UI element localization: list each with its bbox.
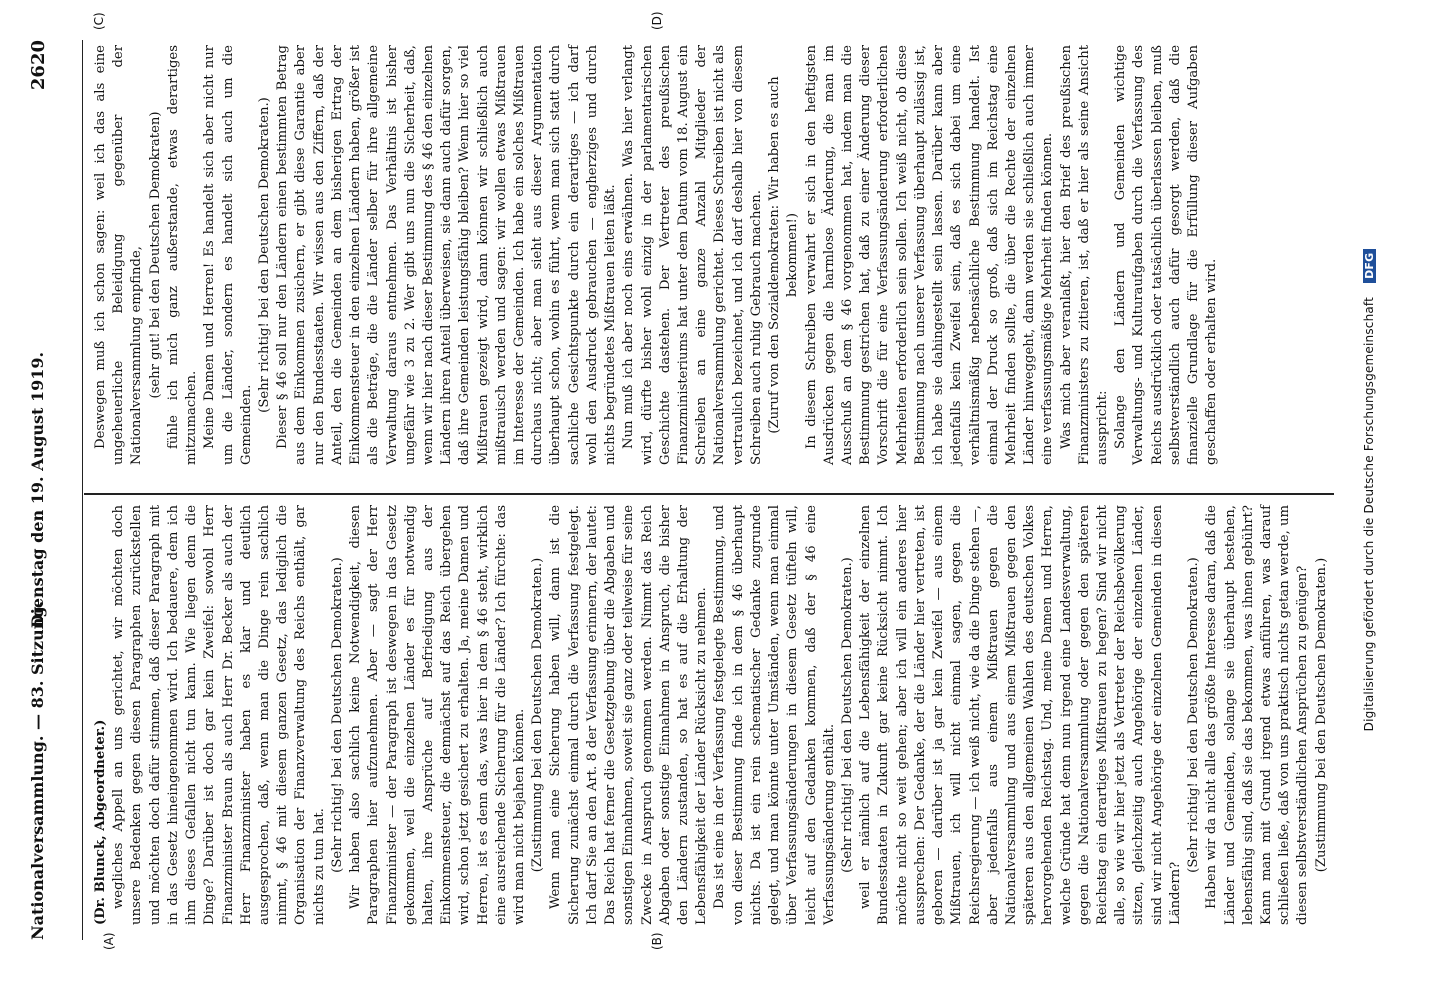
paragraph: wegliches Appell an uns gerichtet, wir möchten doch unsere Bedenken gegen diesen Paragraphen zurückstellen und möchten doch dafür stimmen, daß dieser Paragraph mit in das Gesetz hineingenommen wird. Ich bedauere, dem ich ihm dieses Gefallen nicht tun kann. Wie liegen denn die Dinge? Darüber ist doch gar kein Zweifel: sowohl Herr Finanzminister Braun als auch Herr Dr. Becker als auch der Herr Finanzminister haben es klar und deutlich ausgesprochen, daß, wenn man die Dinge rein sachlich nimmt, § 46 mit diesem ganzen Gesetz, das lediglich die Organisation der Finanzverwaltung des Reichs enthält, gar nichts zu tun hat.	[111, 505, 327, 925]
paragraph: Nun muß ich aber noch eins erwähnen. Was hier verlangt wird, dürfte bisher wohl einzig in der parlamentarischen Geschichte dastehen. Der Vertreter des preußischen Finanzministeriums hat unter dem Datum vom 18. August ein Schreiben an eine ganze Anzahl Mitglieder der Nationalversammlung gerichtet. Dieses Schreiben ist nicht als vertraulich bezeichnet, und ich darf deshalb hier von diesem Schreiben auch ruhig Gebrauch machen.	[621, 45, 764, 465]
paragraph: Was mich aber veranlaßt, hier den Brief des preußischen Finanzministers zu zitieren, ist, daß er hier als seine Ansicht ausspricht:	[1058, 45, 1111, 465]
paragraph: Haben wir da nicht alle das größte Interesse daran, daß die Länder und Gemeinden, solange sie überhaupt bestehen, lebensfähig sind, daß sie das bekommen, was ihnen gebührt? Kann man mit Grund irgend etwas anführen, was darauf schließen ließe, daß von uns praktisch nichts getan werde, um diesen selbstverständlichen Ansprüchen zu genügen?	[1204, 505, 1311, 925]
interjection: (Sehr richtig! bei den Deutschen Demokraten.)	[1186, 557, 1202, 873]
margin-marker-d: (D)	[650, 11, 664, 30]
column-divider	[84, 494, 1334, 496]
paragraph: weil er nämlich auf die Lebensfähigkeit der einzelnen Bundesstaaten in Zukunft gar keine Rücksicht nimmt. Ich möchte nicht so weit gehen; aber ich will ein anderes hier aussprechen: Der Gedanke, der die Länder hier vertreten, ist geboren — darüber ist ja gar kein Zweifel — aus einem Mißtrauen, ich will nicht einmal sagen, gegen die Reichsregierung — ich weiß nicht, wie da die Dinge stehen —, aber jedenfalls aus einem Mißtrauen gegen die Nationalversammlung und aus einem Mißtrauen gegen den späteren aus den allgemeinen Wahlen des deutschen Volkes hervorgehenden Reichstag. Und, meine Damen und Herren, welche Gründe hat denn nun irgend eine Landesverwaltung, gegen die Nationalversammlung oder gegen den späteren Reichstag ein derartiges Mißtrauen zu hegen? Sind wir nicht alle, so wie wir hier jetzt als Vertreter der Reichsbevölkerung sitzen, gleichzeitig auch Angehörige der einzelnen Länder, sind wir nicht Angehörige der einzelnen Gemeinden in diesen Ländern?	[858, 505, 1183, 925]
margin-marker-b: (B)	[650, 932, 664, 950]
page-number: 2620	[28, 40, 49, 91]
interjection: (Zustimmung bei den Deutschen Demokraten.)	[1313, 557, 1329, 873]
right-column	[92, 45, 1222, 465]
paragraph: Deswegen muß ich schon sagen: weil ich das als eine ungeheuerliche Beleidigung gegenüber der Nationalversammlung empfinde,	[93, 45, 145, 465]
paragraph: Meine Damen und Herren! Es handelt sich aber nicht nur um die Länder, sondern es handelt sich auch um die Gemeinden.	[202, 45, 254, 465]
paragraph: Solange den Ländern und Gemeinden wichtige Verwaltungs- und Kulturaufgaben durch die Verfassung des Reichs ausdrücklich oder tatsächlich überlassen bleiben, muß selbstverständlich auch dafür gesorgt werden, daß die finanzielle Grundlage für die Erfüllung dieser Aufgaben geschaffen oder erhalten wird.	[1113, 45, 1220, 465]
margin-marker-a: (A)	[102, 932, 116, 950]
header-date: Dienstag den 19. August 1919.	[28, 351, 47, 629]
paragraph: Wir haben also sachlich keine Notwendigkeit, diesen Paragraphen hier aufzunehmen. Aber — sagt der Herr Finanzminister — der Paragraph ist deswegen in das Gesetz gekommen, weil die einzelnen Länder es für notwendig halten, ihre Ansprüche auf Befriedigung aus der Einkommensteuer, die demnächst auf das Reich übergehen wird, schon jetzt gesichert zu erhalten. Ja, meine Damen und Herren, ist es denn das, was hier in dem § 46 steht, wirklich eine ausreichende Sicherung für die Länder? Ich fürchte: das wird man nicht bejahen können.	[348, 505, 528, 925]
left-column	[92, 505, 1331, 925]
paragraph: In diesem Schreiben verwahrt er sich in den heftigsten Ausdrücken gegen die harmlose Änderung, die man im Ausschuß an dem § 46 vorgenommen hat, indem man die Bestimmung gestrichen hat, daß zu einer Änderung dieser Vorschrift die für eine Verfassungsänderung erforderlichen Mehrheiten erforderlich sein sollen. Ich weiß nicht, ob diese Bestimmung nach unserer Verfassung überhaupt zulässig ist, ich habe sie dahingestellt sein lassen. Darüber kann aber jedenfalls kein Zweifel sein, daß es sich dabei um eine verhältnismäßig nebensächliche Bestimmung handelt. Ist einmal der Druck so groß, daß sich im Reichstag eine Mehrheit finden sollte, die über die Rechte der einzelnen Länder hinweggeht, dann werden sie schließlich auch immer eine verfassungsmäßige Mehrheit finden können.	[803, 45, 1056, 465]
interjection: (sehr gut! bei den Deutschen Demokraten)	[147, 111, 163, 399]
paragraph: Dieser § 46 soll nur den Ländern einen bestimmten Betrag aus dem Einkommen zusichern, er gibt diese Garantie aber nur den Bundesstaaten. Wir wissen aus den Ziffern, daß der Anteil, den die Gemeinden an dem bisherigen Ertrag der Einkommensteuer in den einzelnen Ländern haben, größer ist als die Beträge, die die Länder selber für ihre allgemeine Verwaltung daraus entnehmen. Das Verhältnis ist bisher ungefähr wie 3 zu 2. Wer gibt uns nun die Sicherheit, daß, wenn wir hier nach dieser Bestimmung des § 46 den einzelnen Ländern ihren Anteil überweisen, sie dann auch dafür sorgen, daß ihre Gemeinden leistungsfähig bleiben? Wenn hier so viel Mißtrauen gezeigt wird, dann können wir schließlich auch mißtrauisch werden und sagen: wir wollen etwas Mißtrauen im Interesse der Gemeinden. Ich habe ein solches Mißtrauen durchaus nicht; aber man sieht aus dieser Argumentation überhaupt schon, wohin es führt, wenn man sich statt durch sachliche Gesichtspunkte durch ein derartiges — ich darf wohl den Ausdruck gebrauchen — engherziges und durch nichts begründetes Mißtrauen leiten läßt.	[275, 45, 619, 465]
speaker-line: (Dr. Blunck, Abgeordneter.)	[93, 719, 108, 925]
interjection: (Sehr richtig! bei den Deutschen Demokraten.)	[329, 557, 345, 873]
paragraph: fühle ich mich ganz außerstande, etwas derartiges mitzumachen.	[165, 45, 200, 465]
interjection: (Zustimmung bei den Deutschen Demokraten.)	[530, 557, 546, 873]
margin-marker-c: (C)	[92, 12, 106, 30]
digitization-footer	[1362, 40, 1376, 940]
header-left: Nationalversammlung. — 83. Sitzung.	[28, 600, 47, 940]
footer-text: Digitalisierung gefördert durch die Deutsche Forschungsgemeinschaft	[1362, 296, 1376, 732]
interjection: (Zuruf von den Sozialdemokraten: Wir haben es auch bekommen!)	[767, 76, 801, 434]
paragraph: Wenn man eine Sicherung haben will, dann ist die Sicherung zunächst einmal durch die Verfassung festgelegt. Ich darf Sie an den Art. 8 der Verfassung erinnern, der lautet: Das Reich hat ferner die Gesetzgebung über die Abgaben und sonstigen Einnahmen, soweit sie ganz oder teilweise für seine Zwecke in Anspruch genommen werden. Nimmt das Reich Abgaben oder sonstige Einnahmen in Anspruch, die bisher den Ländern zustanden, so hat es auf die Erhaltung der Lebensfähigkeit der Länder Rücksicht zu nehmen.	[548, 505, 710, 925]
interjection: (Sehr richtig! bei den Deutschen Demokraten.)	[256, 97, 272, 413]
interjection: (Sehr richtig! bei den Deutschen Demokraten.)	[839, 557, 855, 873]
header-rule	[82, 40, 83, 940]
paragraph: Das ist eine in der Verfassung festgelegte Bestimmung, und von dieser Bestimmung finde ich in dem § 46 überhaupt nichts. Da ist ein rein schematischer Gedanke zugrunde gelegt, und man könnte unter Umständen, wenn man einmal über Verfassungsänderungen in diesem Gesetz tüfteln will, leicht auf den Gedanken kommen, daß der § 46 eine Verfassungsänderung enthält.	[712, 505, 837, 925]
dfg-logo: DFG	[1363, 249, 1376, 283]
page-header	[28, 40, 88, 940]
